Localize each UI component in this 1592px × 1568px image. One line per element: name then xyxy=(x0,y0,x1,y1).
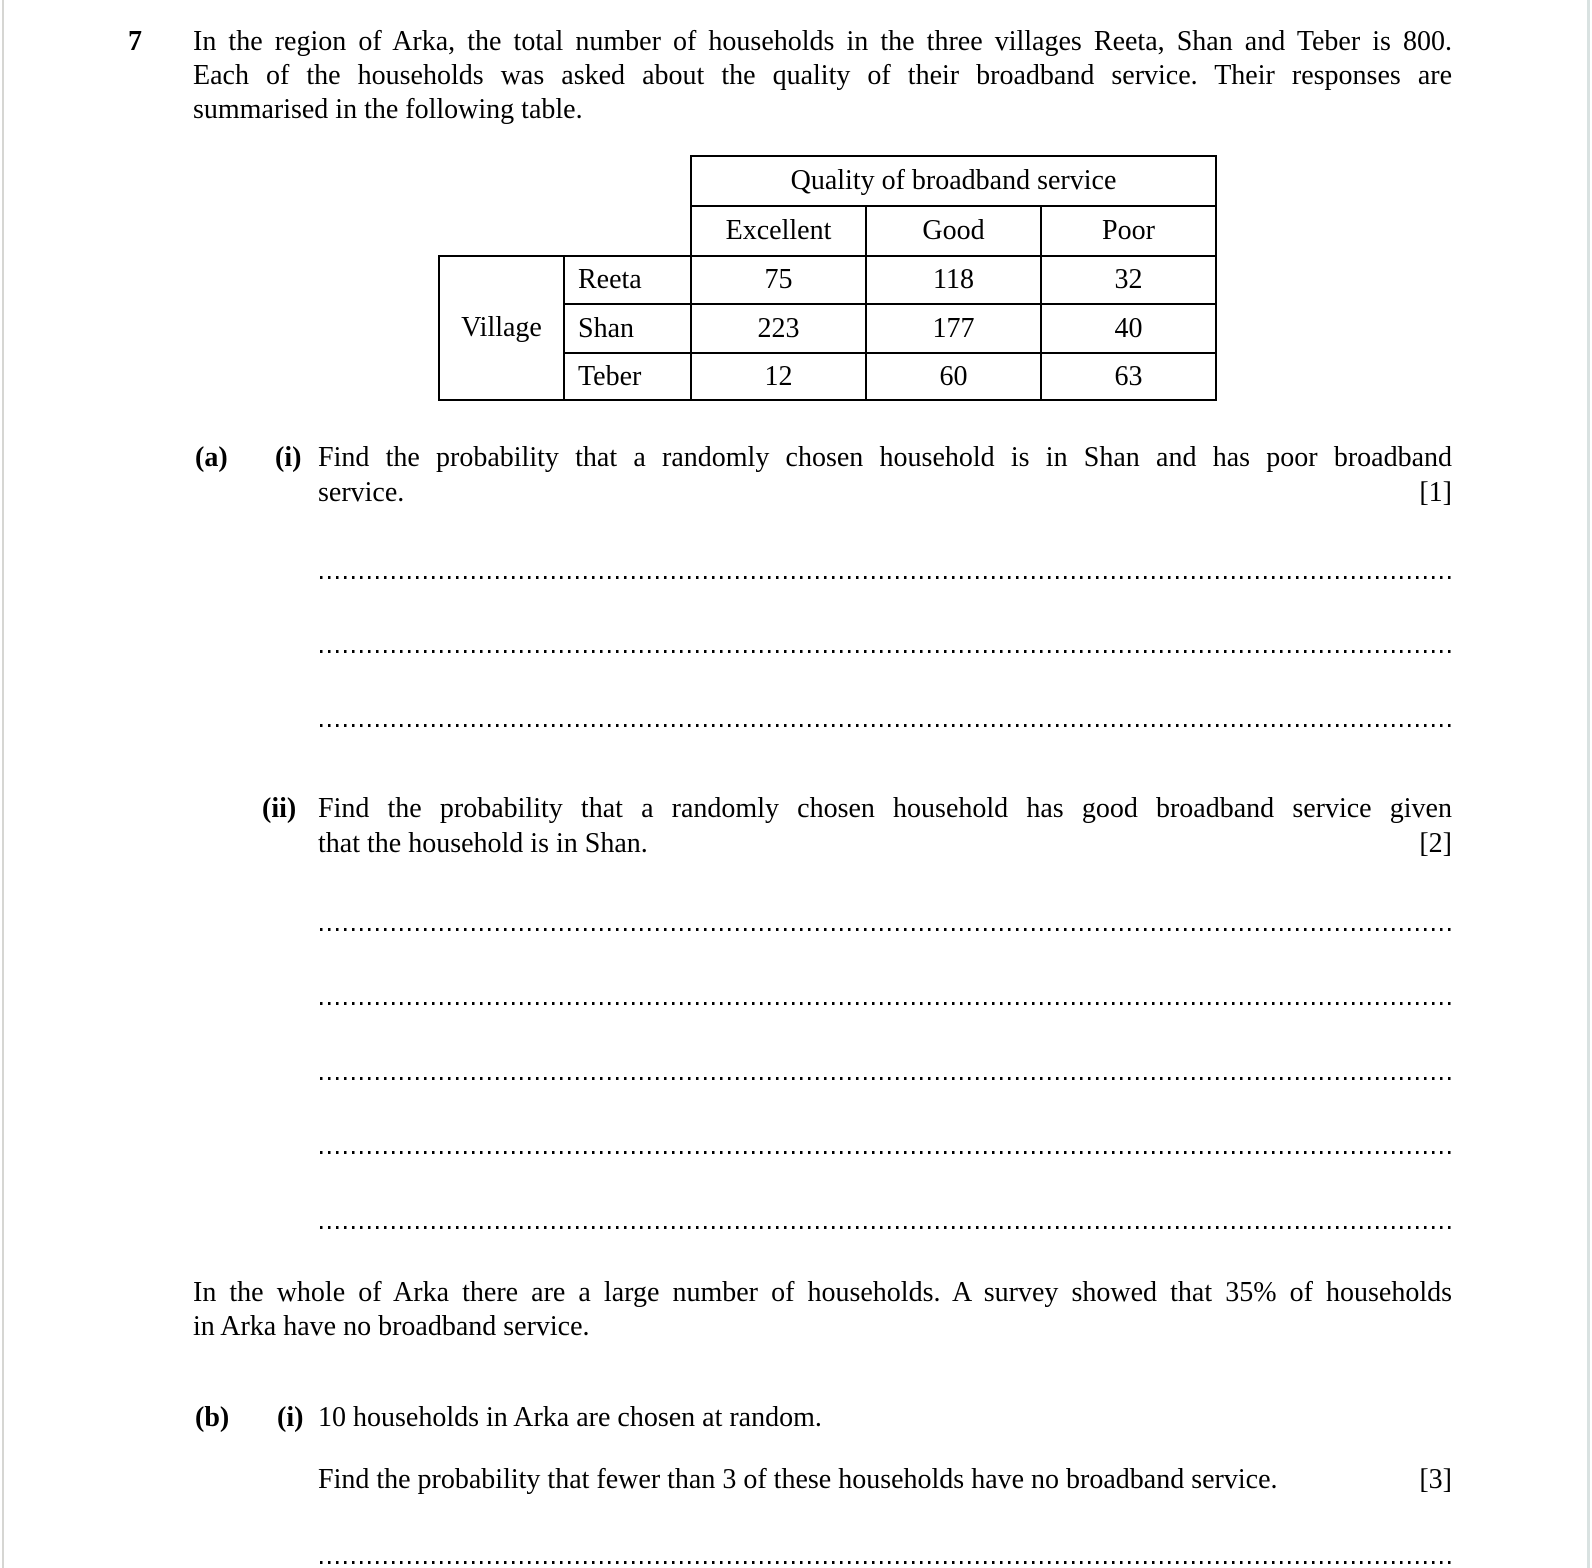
part-a-ii-label: (ii) xyxy=(262,793,297,824)
question-text-line: Find the probability that a randomly chosen household has good broadband service given xyxy=(318,793,1452,824)
answer-line xyxy=(320,1002,1452,1005)
part-a-label: (a) xyxy=(195,442,228,473)
question-number: 7 xyxy=(128,26,142,57)
answer-line xyxy=(320,1077,1452,1080)
table-title: Quality of broadband service xyxy=(691,156,1216,206)
question-text-line: that the household is in Shan. [2] xyxy=(318,828,1452,859)
question-text-line: Find the probability that a randomly chosen household is in Shan and has poor broadband xyxy=(318,442,1452,473)
answer-line xyxy=(320,1151,1452,1154)
part-a-ii-text xyxy=(318,791,1452,861)
cell-teber-poor: 63 xyxy=(1041,353,1216,400)
cell-teber-excellent: 12 xyxy=(691,353,866,400)
survey-line: in Arka have no broadband service. xyxy=(193,1311,590,1342)
cell-shan-excellent: 223 xyxy=(691,304,866,353)
question-intro xyxy=(193,25,1452,127)
intro-line: In the region of Arka, the total number of households in the three villages Reeta, Shan and Teber is 800. xyxy=(193,26,1452,57)
cell-shan-poor: 40 xyxy=(1041,304,1216,353)
answer-line xyxy=(320,1561,1452,1564)
col-header-good: Good xyxy=(866,206,1041,256)
col-header-excellent: Excellent xyxy=(691,206,866,256)
mark-a-ii: [2] xyxy=(1419,828,1452,859)
survey-line: In the whole of Arka there are a large number of households. A survey showed that 35% of households xyxy=(193,1277,1452,1308)
mark-b-i: [3] xyxy=(1419,1464,1452,1495)
cell-reeta-excellent: 75 xyxy=(691,256,866,304)
table-blank-corner xyxy=(439,206,691,256)
col-header-poor: Poor xyxy=(1041,206,1216,256)
answer-line xyxy=(320,724,1452,727)
part-a-i-text xyxy=(318,440,1452,510)
cell-reeta-good: 118 xyxy=(866,256,1041,304)
row-label-shan: Shan xyxy=(564,304,691,353)
question-text-line: service. [1] xyxy=(318,477,1452,508)
page-edge-right xyxy=(1587,0,1590,1568)
part-b-label: (b) xyxy=(195,1402,230,1433)
part-b-i-question: Find the probability that fewer than 3 of these households have no broadband service. [3] xyxy=(318,1464,1452,1495)
part-a-i-label: (i) xyxy=(275,442,302,473)
intro-line: summarised in the following table. xyxy=(193,94,583,125)
survey-paragraph xyxy=(193,1276,1452,1344)
intro-line: Each of the households was asked about the quality of their broadband service. Their responses are xyxy=(193,60,1452,91)
row-label-reeta: Reeta xyxy=(564,256,691,304)
answer-line xyxy=(320,1226,1452,1229)
answer-line xyxy=(320,928,1452,931)
row-group-label: Village xyxy=(439,256,564,400)
cell-reeta-poor: 32 xyxy=(1041,256,1216,304)
page-edge-left xyxy=(2,0,4,1568)
part-b-i-setup: 10 households in Arka are chosen at random. xyxy=(318,1402,822,1433)
answer-line xyxy=(320,576,1452,579)
cell-teber-good: 60 xyxy=(866,353,1041,400)
frequency-table xyxy=(438,155,1217,401)
row-label-teber: Teber xyxy=(564,353,691,400)
mark-a-i: [1] xyxy=(1419,477,1452,508)
table-blank-corner xyxy=(439,156,691,206)
answer-line xyxy=(320,650,1452,653)
cell-shan-good: 177 xyxy=(866,304,1041,353)
part-b-i-label: (i) xyxy=(277,1402,304,1433)
